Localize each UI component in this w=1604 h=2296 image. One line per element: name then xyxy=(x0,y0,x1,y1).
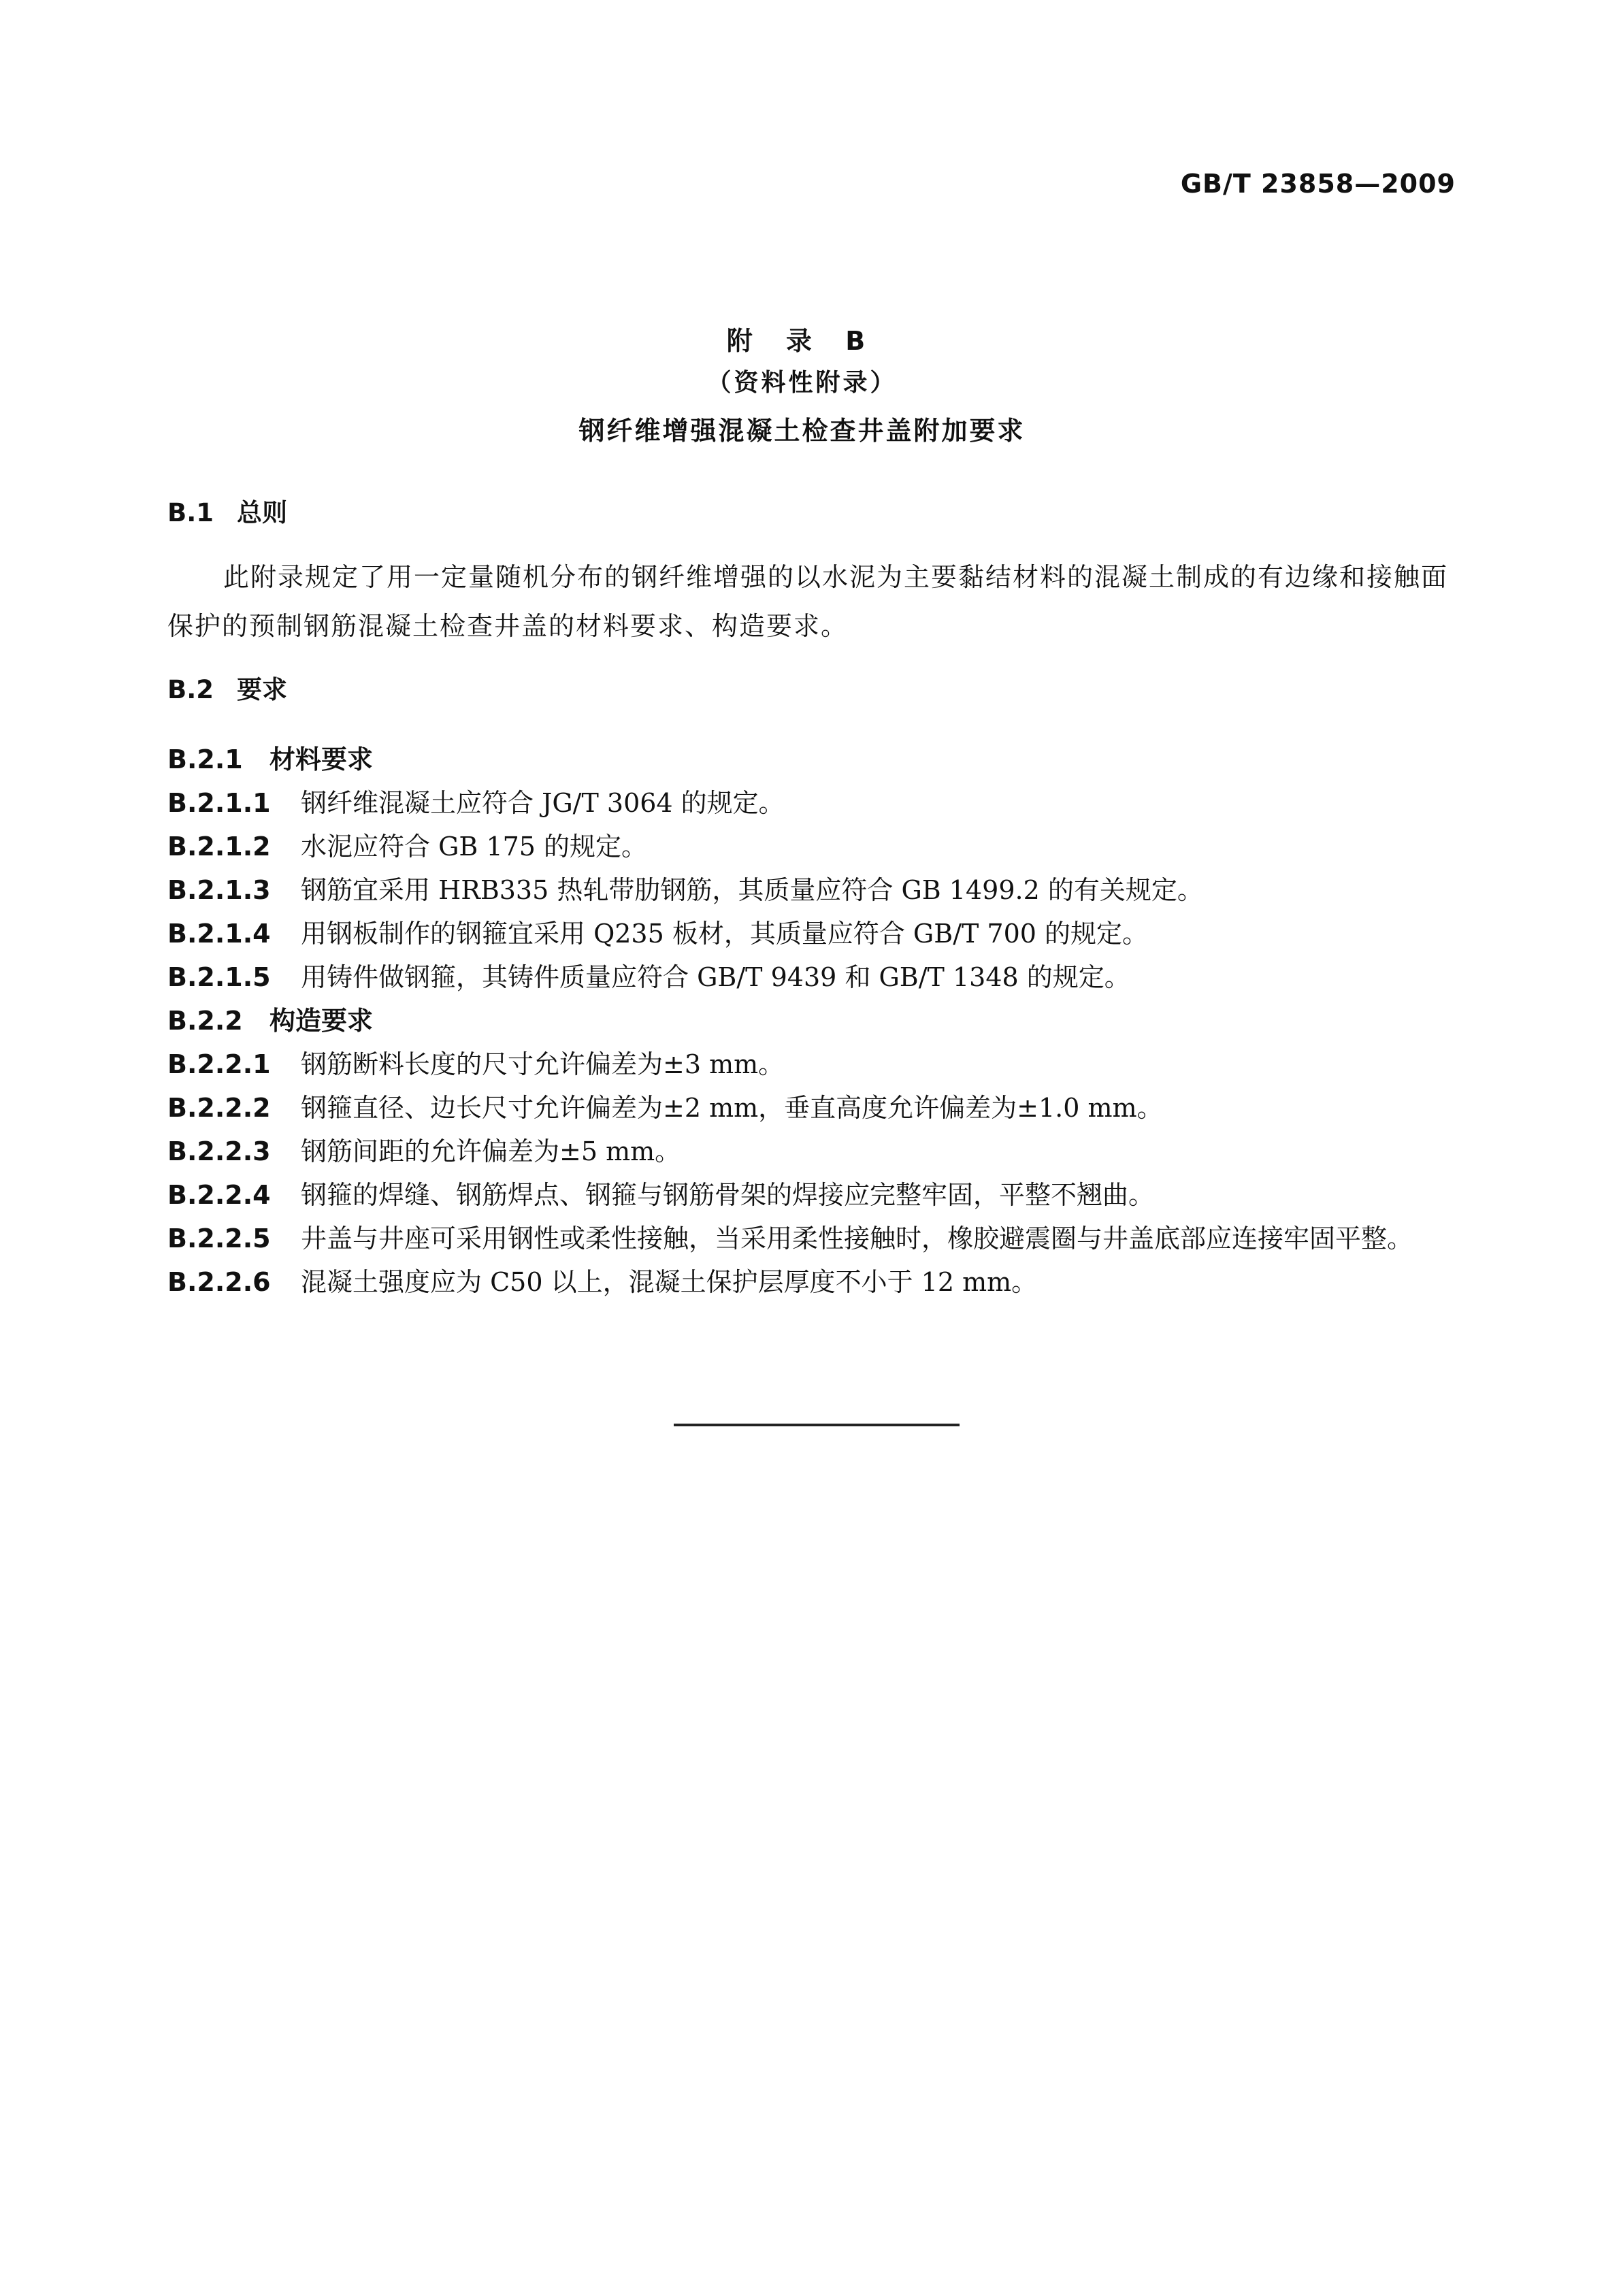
clause-item xyxy=(167,1130,1454,1173)
clause-text: 钢箍直径、边长尺寸允许偏差为±2 mm，垂直高度允许偏差为±1.0 mm。 xyxy=(301,1093,1163,1123)
clause-item xyxy=(167,825,1454,868)
clause-text: 钢筋断料长度的尺寸允许偏差为±3 mm。 xyxy=(301,1049,785,1079)
clause-text: 用铸件做钢箍，其铸件质量应符合 GB/T 9439 和 GB/T 1348 的规定。 xyxy=(301,962,1130,992)
clause-item xyxy=(167,1260,1454,1304)
clause-item xyxy=(167,868,1454,912)
end-rule xyxy=(674,1424,960,1426)
clause-number: B.2.2.3 xyxy=(167,1136,271,1166)
section-number: B.2 xyxy=(167,675,214,704)
clause-number: B.2.1.5 xyxy=(167,962,271,992)
clause-text: 用钢板制作的钢箍宜采用 Q235 板材，其质量应符合 GB/T 700 的规定。 xyxy=(301,919,1149,949)
clause-number: B.2.1.1 xyxy=(167,788,271,818)
clause-text: 水泥应符合 GB 175 的规定。 xyxy=(301,832,648,862)
clause-text: 混凝土强度应为 C50 以上，混凝土保护层厚度不小于 12 mm。 xyxy=(301,1267,1038,1297)
clause-b22-heading xyxy=(167,999,1454,1043)
clause-number: B.2.2 xyxy=(167,1006,243,1036)
clause-text: 钢纤维混凝土应符合 JG/T 3064 的规定。 xyxy=(301,788,785,818)
clause-number: B.2.1 xyxy=(167,744,243,774)
clause-item xyxy=(167,912,1454,955)
section-b1-heading xyxy=(167,491,1454,535)
clause-number: B.2.1.3 xyxy=(167,875,271,905)
clause-item xyxy=(167,1173,1454,1217)
clause-number: B.2.1.4 xyxy=(167,919,271,949)
clause-number: B.2.1.2 xyxy=(167,832,271,862)
clause-item xyxy=(167,955,1454,999)
section-b2-heading xyxy=(167,668,1454,712)
clause-item xyxy=(167,1086,1454,1130)
section-title: 要求 xyxy=(237,675,288,704)
clause-number: B.2.2.4 xyxy=(167,1180,271,1210)
clause-title: 材料要求 xyxy=(269,744,374,774)
clause-number: B.2.2.1 xyxy=(167,1049,271,1079)
clause-text: 钢筋间距的允许偏差为±5 mm。 xyxy=(301,1136,681,1166)
appendix-body xyxy=(167,491,1454,1304)
clause-title: 构造要求 xyxy=(269,1006,374,1036)
clause-text: 钢箍的焊缝、钢筋焊点、钢箍与钢筋骨架的焊接应完整牢固，平整不翘曲。 xyxy=(301,1180,1155,1210)
appendix-subject: 钢纤维增强混凝土检查井盖附加要求 xyxy=(578,416,1026,446)
clause-item xyxy=(167,781,1454,825)
clause-item xyxy=(167,1043,1454,1086)
clause-text: 井盖与井座可采用钢性或柔性接触，当采用柔性接触时，橡胶避震圈与井盖底部应连接牢固平整。 xyxy=(301,1224,1413,1253)
clause-number: B.2.2.5 xyxy=(167,1224,271,1253)
standard-code: GB/T 23858—2009 xyxy=(1180,169,1456,199)
section-number: B.1 xyxy=(167,498,214,527)
section-title: 总则 xyxy=(237,498,288,527)
clause-number: B.2.2.2 xyxy=(167,1093,271,1123)
clause-b21-heading xyxy=(167,738,1454,781)
section-b1-paragraph: 此附录规定了用一定量随机分布的钢纤维增强的以水泥为主要黏结材料的混凝土制成的有边缘和接触面保护的预制钢筋混凝土检查井盖的材料要求、构造要求。 xyxy=(167,562,1449,641)
clause-text: 钢筋宜采用 HRB335 热轧带肋钢筋，其质量应符合 GB 1499.2 的有关规定。 xyxy=(301,875,1203,905)
clause-number: B.2.2.6 xyxy=(167,1267,271,1297)
appendix-nature: （资料性附录） xyxy=(706,369,898,397)
appendix-title: 附 录 B xyxy=(726,326,878,356)
clause-item xyxy=(167,1217,1454,1260)
